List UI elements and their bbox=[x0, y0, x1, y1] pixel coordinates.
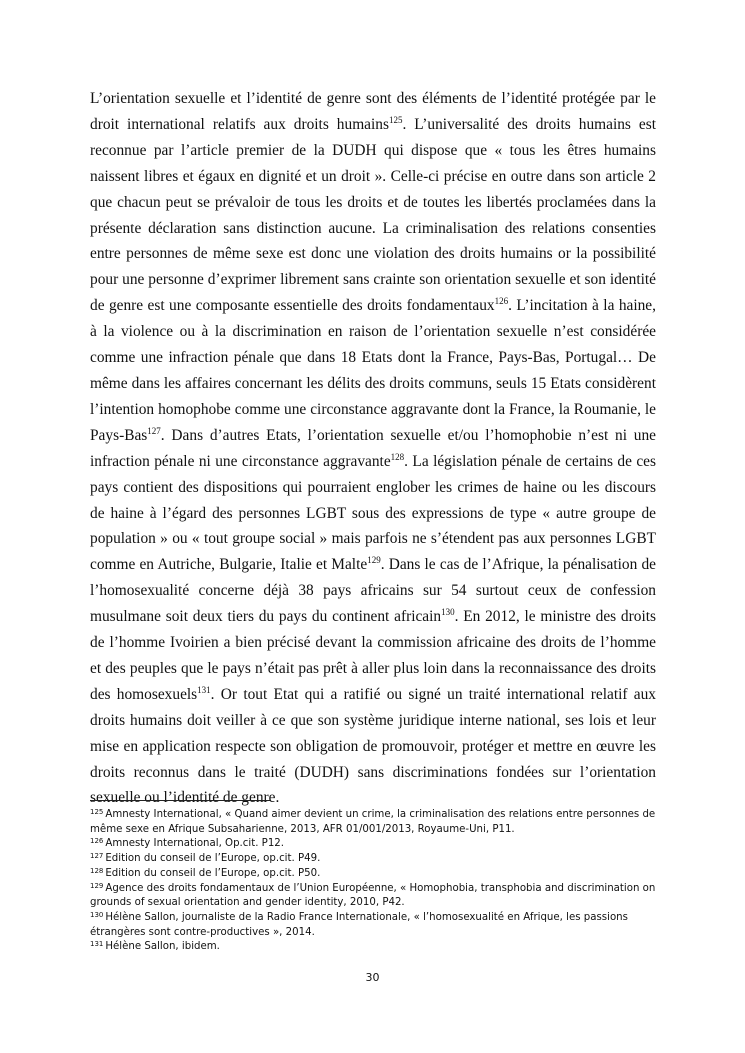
footnote-text: Hélène Sallon, journaliste de la Radio France Internationale, « l’homosexualité en Afrique, les passions étrangères sont contre-productives », 2014. bbox=[90, 911, 628, 938]
footnote-separator bbox=[90, 800, 270, 801]
body-text-segment: . Or tout Etat qui a ratifié ou signé un traité international relatif aux droits humains doit veiller à ce que son système juridique interne national, ses lois et leur mise en application respecte son obligation de promouvoir, protéger et mettre en œuvre les droits reconnus dans le traité (DUDH) sans discriminations fondées sur l’orientation sexuelle ou l’identité de genre. bbox=[90, 685, 656, 807]
footnote-text: Amnesty International, Op.cit. P12. bbox=[105, 838, 285, 850]
footnote-text: Agence des droits fondamentaux de l’Union Européenne, « Homophobia, transphobia and discrimination on grounds of sexual orientation and gender identity, 2010, P42. bbox=[90, 882, 656, 909]
footnote-ref[interactable]: 131 bbox=[197, 684, 211, 695]
footnote-text: Amnesty International, « Quand aimer devient un crime, la criminalisation des relations entre personnes de même sexe en Afrique Subsaharienne, 2013, AFR 01/001/2013, Royaume-Uni, P11. bbox=[90, 809, 656, 835]
footnote-ref[interactable]: 128 bbox=[390, 451, 405, 462]
footnote-text: Edition du conseil de l’Europe, op.cit. P50. bbox=[105, 867, 321, 879]
body-text-segment: . En 2012, le ministre des droits de l’homme Ivoirien a bien précisé devant la commission africaine des droits de l’homme et des peuples que le pays n’était pas prêt à aller plus loin dans la reconnaissance des droits des homosexuels bbox=[90, 608, 656, 703]
footnote-131 bbox=[90, 940, 658, 955]
footnote-number: 130 bbox=[90, 910, 104, 919]
body-text-segment: . Dans d’autres Etats, l’orientation sexuelle et/ou l’homophobie n’est ni une infraction pénale ni une circonstance aggravante bbox=[90, 426, 656, 470]
body-paragraph bbox=[90, 86, 656, 811]
footnote-number: 127 bbox=[90, 852, 104, 861]
footnote-number: 131 bbox=[90, 940, 104, 949]
footnote-126 bbox=[90, 837, 658, 852]
body-text-segment: . L’incitation à la haine, à la violence ou à la discrimination en raison de l’orientation sexuelle n’est considérée comme une infraction pénale que dans 18 Etats dont la France, Pays-Bas, Portugal… De même dans les affaires concernant les délits des droits communs, seuls 15 Etats considèrent l’intention homophobe comme une circonstance aggravante dont la France, la Roumanie, le Pays-Bas bbox=[90, 297, 656, 444]
footnote-128 bbox=[90, 867, 658, 882]
footnote-number: 129 bbox=[90, 881, 104, 890]
footnote-ref[interactable]: 127 bbox=[147, 425, 161, 436]
body-text-segment: L’orientation sexuelle et l’identité de genre sont des éléments de l’identité protégée par le droit international relatifs aux droits humains bbox=[90, 90, 656, 133]
footnote-number: 128 bbox=[90, 866, 104, 875]
footnote-125 bbox=[90, 808, 658, 837]
footnote-text: Edition du conseil de l’Europe, op.cit. P49. bbox=[105, 853, 321, 865]
footnote-127 bbox=[90, 852, 658, 867]
body-text-segment: . La législation pénale de certains de ces pays contient des dispositions qui pourraient englober les crimes de haine ou les discours de haine à l’égard des personnes LGBT sous des expressions de type « autre groupe de population » ou « tout groupe social » mais parfois ne s’étendent pas aux personnes LGBT comme en Autriche, Bulgarie, Italie et Malte bbox=[90, 452, 656, 574]
footnote-129 bbox=[90, 882, 658, 911]
footnote-number: 126 bbox=[90, 837, 104, 846]
footnote-ref[interactable]: 126 bbox=[494, 296, 509, 307]
page-number: 30 bbox=[365, 971, 380, 984]
body-text-segment: . Dans le cas de l’Afrique, la pénalisation de l’homosexualité concerne déjà 38 pays africains sur 54 surtout ceux de confession musulmane soit deux tiers du pays du continent africain bbox=[90, 556, 656, 626]
body-text-segment: . L’universalité des droits humains est reconnue par l’article premier de la DUDH qui dispose que « tous les êtres humains naissent libres et égaux en dignité et un droit ». Celle-ci précise en outre dans son article 2 que chacun peut se prévaloir de tous les droits et de toutes les libertés proclamées dans la présente déclaration sans distinction aucune. La criminalisation des relations consenties entre personnes de même sexe est donc une violation des droits humains or la possibilité pour une personne d’exprimer librement sans crainte son orientation sexuelle et son identité de genre est une composante essentielle des droits fondamentaux bbox=[90, 115, 656, 315]
footnote-number: 125 bbox=[90, 808, 104, 816]
footnote-ref[interactable]: 130 bbox=[441, 607, 455, 618]
footnotes-section bbox=[90, 808, 658, 955]
footnote-130 bbox=[90, 911, 658, 940]
footnote-ref[interactable]: 129 bbox=[367, 555, 381, 566]
footnote-ref[interactable]: 125 bbox=[388, 114, 403, 125]
footnote-text: Hélène Sallon, ibidem. bbox=[105, 941, 220, 953]
